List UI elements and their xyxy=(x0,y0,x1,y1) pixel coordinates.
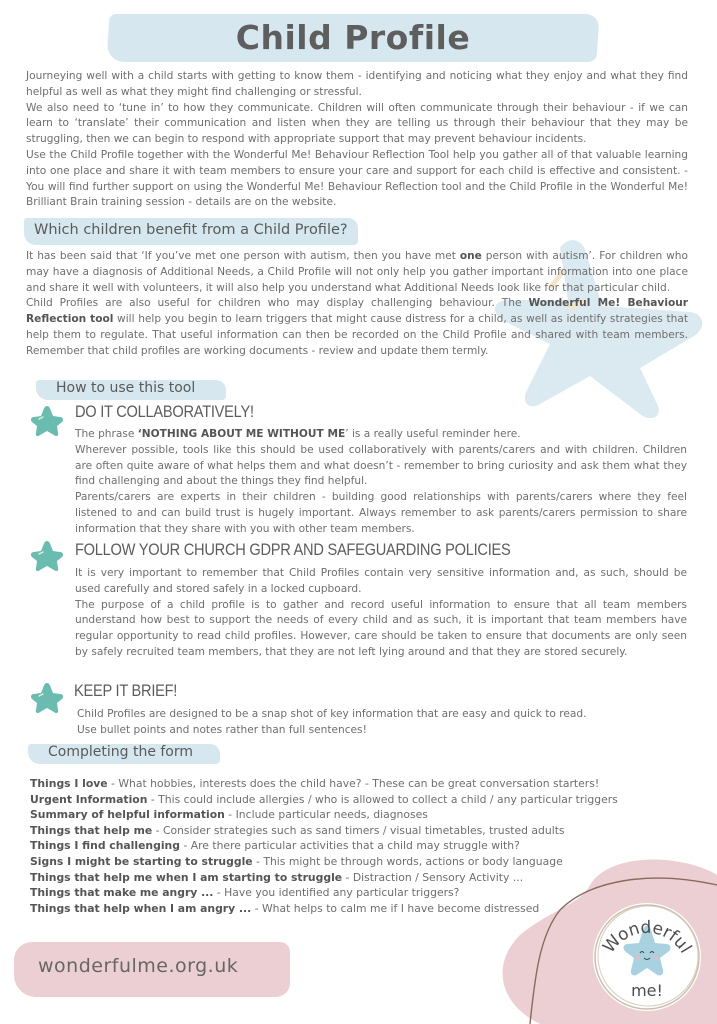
field-desc: - What helps to calm me if I have become distressed xyxy=(251,901,540,915)
teal-star-icon xyxy=(30,404,64,438)
logo-text-bottom: me! xyxy=(631,981,663,1000)
field-desc: - Are there particular activities that a child may struggle with? xyxy=(179,839,520,853)
field-term: Things that make me angry ... xyxy=(30,886,214,900)
field-term: Things that help me when I am starting to struggle xyxy=(30,870,343,884)
field-term: Things that help when I am angry ... xyxy=(30,901,252,915)
text-span: Child Profiles are also useful for children who may display challenging behaviour. The xyxy=(26,297,529,310)
keep-brief-paragraph-1: Child Profiles are designed to be a snap shot of key information that are easy and quick to read. xyxy=(77,708,587,720)
keep-brief-heading: KEEP IT BRIEF! xyxy=(74,681,178,700)
text-span: The phrase xyxy=(75,428,138,440)
list-item xyxy=(30,807,650,823)
collaboratively-paragraph-2: Wherever possible, tools like this should be used collaboratively with parents/carers and with children. Children are often quite aware of what helps them and what doesn’t - remember to bring curiosity and ask them what they find challenging and about the things they find helpful. xyxy=(75,443,687,488)
which-children-paragraph-2 xyxy=(26,296,688,359)
list-item xyxy=(30,838,650,854)
bold-reflection-tool: Wonderful Me! Behaviour Reflection tool xyxy=(26,297,688,326)
text-span: ’ is a really useful reminder here. xyxy=(345,428,521,440)
intro-paragraph-2: We also need to ‘tune in’ to how they communicate. Children will often communicate through their behaviour - if we can learn to ‘translate’ their communication and listen when they are telling us through their behaviour that they may be struggling, then we can begin to respond with appropriate support that may prevent behaviour incidents. xyxy=(26,101,688,146)
collaboratively-paragraph-3: Parents/carers are experts in their children - building good relationships with parents/carers where they feel listened to and can build trust is hugely important. Always remember to ask parents/carers permission to share information that they share with you with other team members. xyxy=(75,491,687,535)
logo-text-top: Wonderful xyxy=(599,917,696,958)
field-desc: - This might be through words, actions or body language xyxy=(252,854,563,868)
bold-one: one xyxy=(459,250,482,262)
intro-paragraph-1: Journeying well with a child starts with getting to know them - identifying and noticing what they enjoy and what they find helpful as well as what they might find challenging or stressful. xyxy=(26,70,688,98)
logo-badge-icon xyxy=(588,898,706,1016)
intro-section xyxy=(26,69,688,211)
list-item xyxy=(30,776,650,792)
field-term: Things I love xyxy=(30,777,108,790)
which-children-section xyxy=(26,249,688,360)
text-span: will help you begin to learn triggers that might cause distress for a child, as well as identify strategies that help them to regulate. That useful information can then be recorded on the Child Profile and shared with team members. Remember that child profiles are working documents - review and update them termly. xyxy=(26,313,688,357)
field-term: Things that help me xyxy=(30,823,153,837)
website-link[interactable]: wonderfulme.org.uk xyxy=(38,955,239,977)
teal-star-icon xyxy=(30,681,64,715)
text-span: person with autism’. For children who may have a diagnosis of Additional Needs, a Child Profile will not only help you gather important information into one place and share it well with volunteers, it will also help you understand what Additional Needs look like for that particular child. xyxy=(26,250,688,294)
gdpr-paragraph-1: It is very important to remember that Child Profiles contain very sensitive information and, as such, should be used carefully and stored safely in a locked cupboard. xyxy=(75,567,687,595)
intro-paragraph-3: Use the Child Profile together with the Wonderful Me! Behaviour Reflection Tool help you gather all of that valuable learning into one place and share it with team members to ensure your care and support for each child is effective and consistent. - You will find further support on using the Wonderful Me! Behaviour Reflection tool and the Child Profile in the Wonderful Me! Brilliant Brain training session - details are on the website. xyxy=(26,148,688,209)
field-term: Urgent Information xyxy=(30,792,148,806)
gdpr-section xyxy=(75,566,687,661)
gdpr-heading: FOLLOW YOUR CHURCH GDPR AND SAFEGUARDING POLICIES xyxy=(75,540,511,559)
page-title: Child Profile xyxy=(235,18,471,57)
field-desc: - Have you identified any particular triggers? xyxy=(213,886,460,900)
teal-star-icon xyxy=(30,539,64,573)
field-term: Signs I might be starting to struggle xyxy=(30,854,253,868)
field-desc: - What hobbies, interests does the child have? - These can be great conversation starters! xyxy=(107,777,600,790)
field-desc: - Distraction / Sensory Activity ... xyxy=(342,870,524,884)
which-children-heading: Which children benefit from a Child Profile? xyxy=(34,222,348,238)
wonderful-me-logo xyxy=(588,898,706,1016)
field-term: Summary of helpful information xyxy=(30,808,225,822)
keep-brief-section xyxy=(77,707,689,739)
bold-phrase: ‘NOTHING ABOUT ME WITHOUT ME xyxy=(137,428,346,440)
completing-form-heading: Completing the form xyxy=(48,744,194,760)
how-to-use-heading: How to use this tool xyxy=(56,380,196,396)
field-desc: - Include particular needs, diagnoses xyxy=(224,808,428,822)
gdpr-paragraph-2: The purpose of a child profile is to gather and record useful information to ensure that all team members understand how best to support the needs of every child and as such, it is important that team members have regular opportunity to read child profiles. However, care should be taken to ensure that documents are only seen by safely recruited team members, that they are not left lying around and that they are stored securely. xyxy=(75,598,687,658)
list-item xyxy=(30,823,650,839)
field-desc: - Consider strategies such as sand timers / visual timetables, trusted adults xyxy=(152,823,565,837)
field-term: Things I find challenging xyxy=(30,839,180,853)
field-desc: - This could include allergies / who is allowed to collect a child / any particular triggers xyxy=(147,792,618,806)
collaboratively-paragraph-1 xyxy=(75,427,687,443)
keep-brief-paragraph-2: Use bullet points and notes rather than full sentences! xyxy=(77,723,367,736)
collaboratively-section xyxy=(75,427,687,538)
text-span: It has been said that ‘If you’ve met one person with autism, then you have met xyxy=(26,250,460,262)
which-children-paragraph-1 xyxy=(26,249,688,296)
list-item xyxy=(30,792,650,808)
collaboratively-heading: DO IT COLLABORATIVELY! xyxy=(75,402,254,421)
